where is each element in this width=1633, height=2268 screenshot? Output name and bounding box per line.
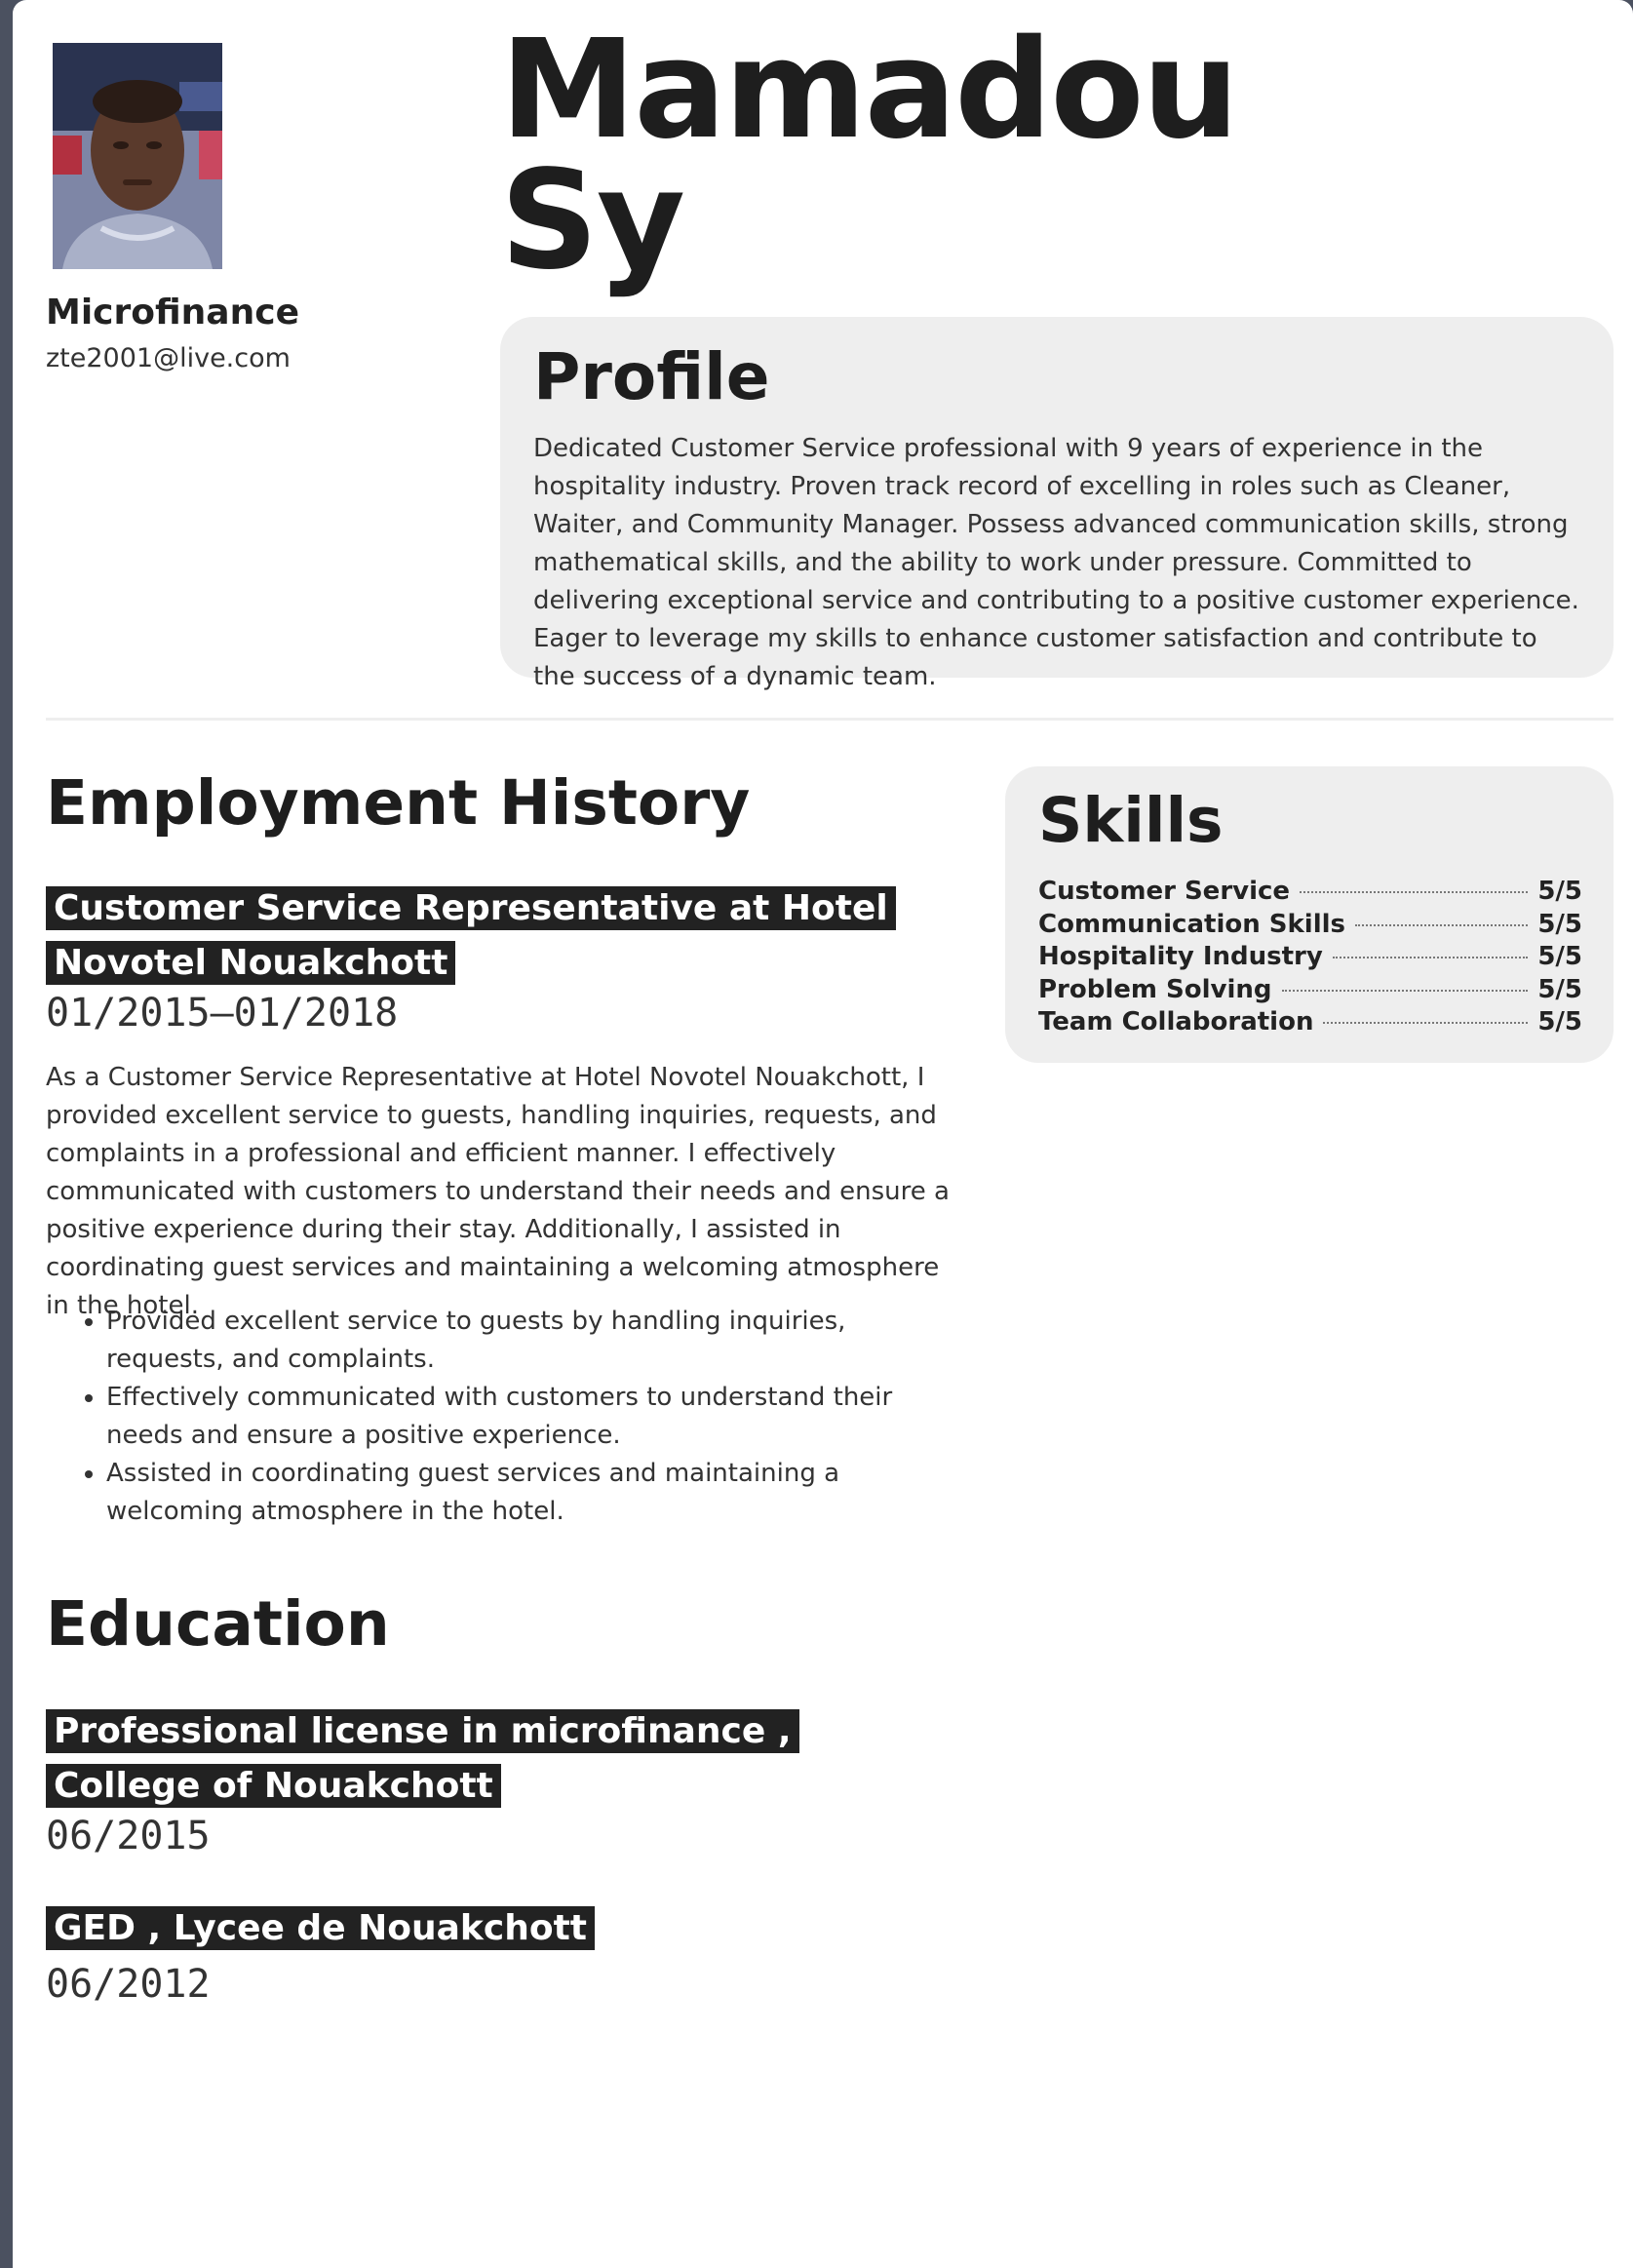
job-bullet: • Effectively communicated with customers to understand their needs and ensure a positive experience. [106,1379,968,1455]
email-address: zte2001@live.com [46,343,291,373]
education-title: Professional license in microfinance , College of Nouakchott [46,1709,799,1808]
resume-page [13,0,1633,2268]
skill-name: Hospitality Industry [1038,942,1323,971]
education-heading: Education [46,1588,390,1660]
skill-level: 5/5 [1537,942,1582,971]
profile-heading: Profile [533,339,770,414]
skills-section [1005,766,1614,1063]
skill-leader-dots [1282,990,1529,992]
skill-row [1038,974,1582,1007]
skill-row [1038,941,1582,974]
job-bullet: • Provided excellent service to guests by handling inquiries, requests, and complaints. [106,1303,968,1379]
education-date: 06/2012 [46,1962,211,2007]
job-bullets [46,1303,968,1531]
education-title: GED , Lycee de Nouakchott [46,1906,595,1950]
skill-row [1038,1006,1582,1039]
employment-heading: Employment History [46,767,751,839]
job-bullet: • Assisted in coordinating guest services and maintaining a welcoming atmosphere in the hotel. [106,1455,968,1531]
job-title: Microfinance [46,293,299,332]
skills-heading: Skills [1038,785,1224,856]
skill-level: 5/5 [1537,909,1582,939]
job-description: As a Customer Service Representative at Hotel Novotel Nouakchott, I provided excellent service to guests, handling inquiries, requests, and complaints in a professional and efficient manner. I effectively communicated with customers to understand their needs and ensure a positive experience during their stay. Additionally, I assisted in coordinating guest services and maintaining a welcoming atmosphere in the hotel. [46,1063,950,1320]
skill-leader-dots [1333,957,1528,958]
skill-name: Problem Solving [1038,974,1272,1004]
skill-level: 5/5 [1537,974,1582,1004]
skill-name: Team Collaboration [1038,1007,1314,1036]
last-name: Sy [500,141,684,300]
job-title-block [46,884,962,994]
first-name: Mamadou [500,11,1238,170]
skill-row [1038,909,1582,942]
skill-name: Communication Skills [1038,909,1346,939]
skill-leader-dots [1323,1022,1528,1024]
education-date: 06/2015 [46,1814,211,1858]
profile-photo-image [53,43,222,269]
skill-leader-dots [1355,924,1528,926]
skill-name: Customer Service [1038,877,1291,906]
profile-text: Dedicated Customer Service professional with 9 years of experience in the hospitality industry. Proven track record of excelling in roles such as Cleaner, Waiter, and Community Manager. Possess advanced communication skills, strong mathematical skills, and the ability to work under pressure. Committed to delivering exceptional service and contributing to a positive customer experience. Eager to leverage my skills to enhance customer satisfaction and contribute to the success of a dynamic team. [533,434,1579,691]
job-position-title: Customer Service Representative at Hotel Novotel Nouakchott [46,886,896,985]
divider [46,718,1614,721]
education-item [46,1904,962,1959]
skill-row [1038,876,1582,909]
profile-photo [53,43,222,269]
job-dates: 01/2015—01/2018 [46,991,399,1036]
full-name [500,11,1238,300]
skill-level: 5/5 [1537,1007,1582,1036]
profile-section [500,317,1614,691]
skill-level: 5/5 [1537,877,1582,906]
education-item [46,1707,923,1817]
skill-leader-dots [1300,891,1528,893]
